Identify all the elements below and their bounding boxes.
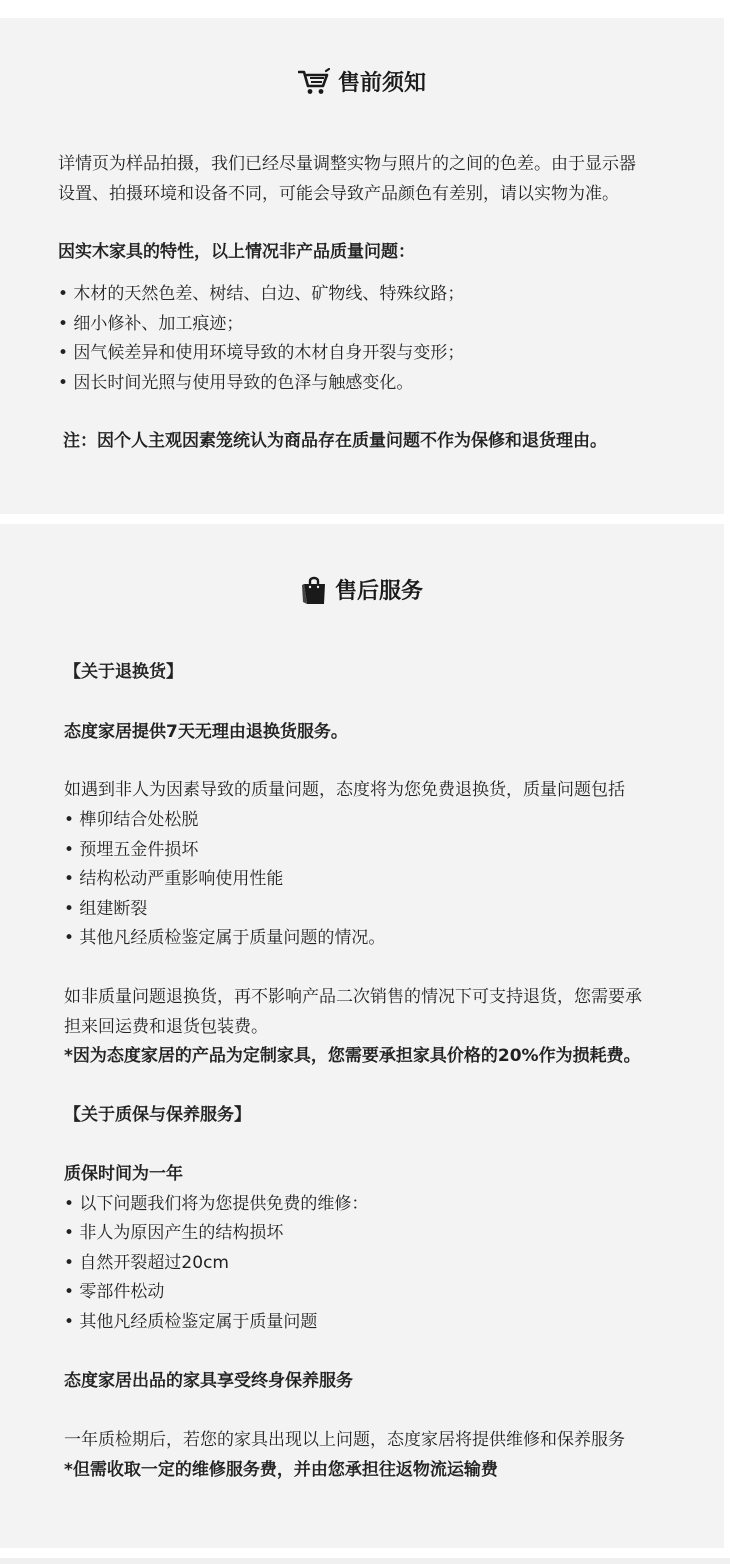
warranty-item: • 自然开裂超过20cm (64, 1253, 229, 1273)
presale-bullet: • 因长时间光照与使用导致的色泽与触感变化。 (58, 373, 414, 393)
quality-item: • 结构松动严重影响使用性能 (64, 869, 284, 889)
return-policy: 态度家居提供7天无理由退换货服务。 (64, 722, 348, 742)
quality-intro: 如遇到非人为因素导致的质量问题，态度将为您免费退换货，质量问题包括 (64, 780, 625, 800)
presale-note: 注：因个人主观因素笼统认为商品存在质量问题不作为保修和退货理由。 (63, 431, 607, 451)
shopping-cart-icon (298, 68, 330, 96)
quality-item: • 预埋五金件损坏 (64, 840, 199, 860)
quality-item: • 榫卯结合处松脱 (64, 810, 199, 830)
shopping-bag-icon (301, 575, 327, 605)
return-heading: 【关于退换货】 (64, 662, 183, 682)
presale-panel (0, 18, 724, 514)
presale-bullet: • 木材的天然色差、树结、白边、矿物线、特殊纹路； (58, 284, 465, 304)
warranty-item: • 零部件松动 (64, 1282, 165, 1302)
presale-subtitle: 因实木家具的特性，以上情况非产品质量问题： (58, 242, 415, 262)
presale-bullet: • 细小修补、加工痕迹； (58, 314, 244, 334)
quality-item: • 其他凡经质检鉴定属于质量问题的情况。 (64, 928, 386, 948)
aftersale-panel (0, 524, 724, 1548)
nonquality-line-2: 担来回运费和退货包装费。 (64, 1017, 268, 1037)
aftersale-heading (0, 574, 724, 605)
presale-bullet: • 因气候差异和使用环境导致的木材自身开裂与变形； (58, 343, 465, 363)
aftersale-title: 售后服务 (334, 579, 423, 604)
warranty-item: • 以下问题我们将为您提供免费的维修： (64, 1194, 369, 1214)
warranty-item: • 其他凡经质检鉴定属于质量问题 (64, 1312, 318, 1332)
presale-heading (0, 66, 724, 97)
presale-title: 售前须知 (337, 71, 426, 96)
after-year-service: 一年质检期后，若您的家具出现以上问题，态度家居将提供维修和保养服务 (64, 1430, 625, 1450)
warranty-item: • 非人为原因产生的结构损坏 (64, 1223, 284, 1243)
warranty-heading: 【关于质保与保养服务】 (64, 1105, 251, 1125)
presale-intro-line-2: 设置、拍摄环境和设备不同，可能会导致产品颜色有差别，请以实物为准。 (58, 184, 619, 204)
presale-intro-line-1: 详情页为样品拍摄，我们已经尽量调整实物与照片的之间的色差。由于显示器 (58, 154, 636, 174)
lifetime-service: 态度家居出品的家具享受终身保养服务 (64, 1371, 353, 1391)
bottom-divider (0, 1558, 730, 1564)
service-fee-note: *但需收取一定的维修服务费，并由您承担往返物流运输费 (64, 1460, 498, 1480)
custom-furniture-note: *因为态度家居的产品为定制家具，您需要承担家具价格的20%作为损耗费。 (64, 1046, 641, 1066)
quality-item: • 组建断裂 (64, 899, 148, 919)
warranty-period: 质保时间为一年 (64, 1164, 183, 1184)
nonquality-line-1: 如非质量问题退换货，再不影响产品二次销售的情况下可支持退货，您需要承 (64, 987, 642, 1007)
